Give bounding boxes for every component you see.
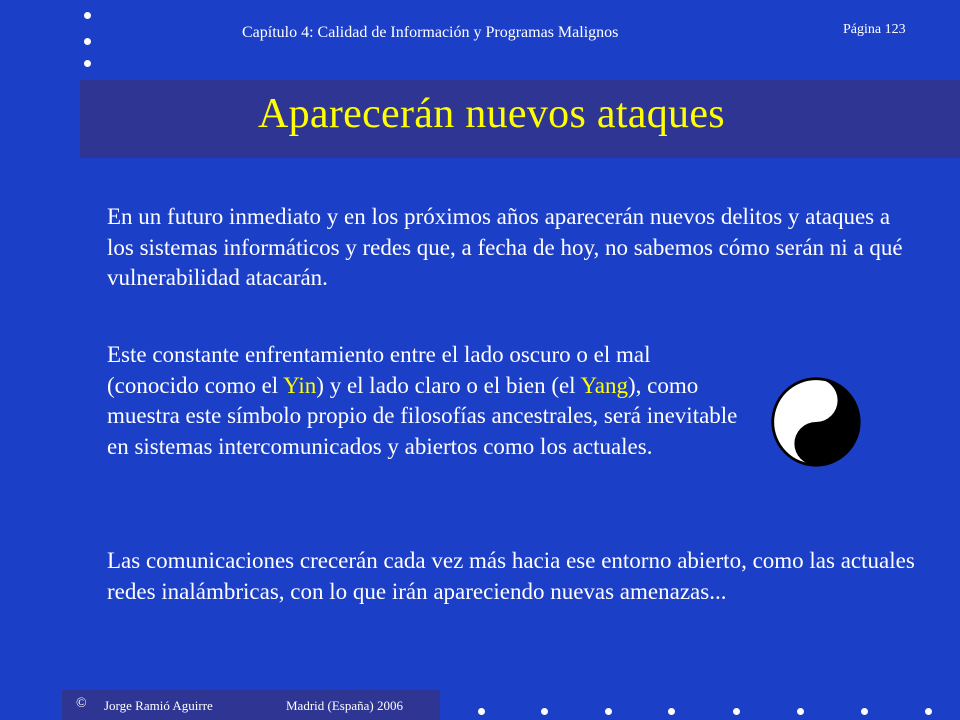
- paragraph-outlook: Las comunicaciones crecerán cada vez más hacia ese entorno abierto, como las actuales redes inalámbricas, con lo que irán apareciendo nuevas amenazas...: [107, 548, 915, 604]
- decor-dot: [925, 708, 932, 715]
- page-number: Página 123: [843, 22, 906, 37]
- decor-dot: [733, 708, 740, 715]
- decor-dot: [84, 12, 91, 19]
- decor-dot: [861, 708, 868, 715]
- footer-place: Madrid (España) 2006: [286, 698, 403, 713]
- paragraph-yin-yang: [107, 340, 747, 462]
- paragraph-text: ), como muestra este símbolo propio de filosofías ancestrales, será inevitable en sistemas intercomunicados y abiertos como los actuales.: [107, 372, 738, 459]
- decor-dot: [797, 708, 804, 715]
- copyright-symbol: ©: [76, 696, 87, 711]
- decor-dot: [84, 38, 91, 45]
- decor-dot: [478, 708, 485, 715]
- decor-dot: [84, 60, 91, 67]
- decor-dot: [541, 708, 548, 715]
- yin-yang-icon: [770, 376, 862, 468]
- decor-dot: [605, 708, 612, 715]
- footer-author: Jorge Ramió Aguirre: [104, 698, 213, 713]
- paragraph-intro: En un futuro inmediato y en los próximos años aparecerán nuevos delitos y ataques a los sistemas informáticos y redes que, a fecha de hoy, no sabemos cómo serán ni a qué vulnerabilidad atacarán.: [107, 204, 903, 290]
- yin-term: Yin: [283, 372, 317, 398]
- decor-dot: [668, 708, 675, 715]
- paragraph-text: Este constante enfrentamiento entre el lado oscuro o el mal (conocido como el: [107, 342, 651, 398]
- paragraph-text: ) y el lado claro o el bien (el: [316, 372, 581, 398]
- slide-title: Aparecerán nuevos ataques: [258, 91, 725, 137]
- chapter-heading: Capítulo 4: Calidad de Información y Programas Malignos: [242, 24, 619, 41]
- yang-term: Yang: [580, 372, 629, 398]
